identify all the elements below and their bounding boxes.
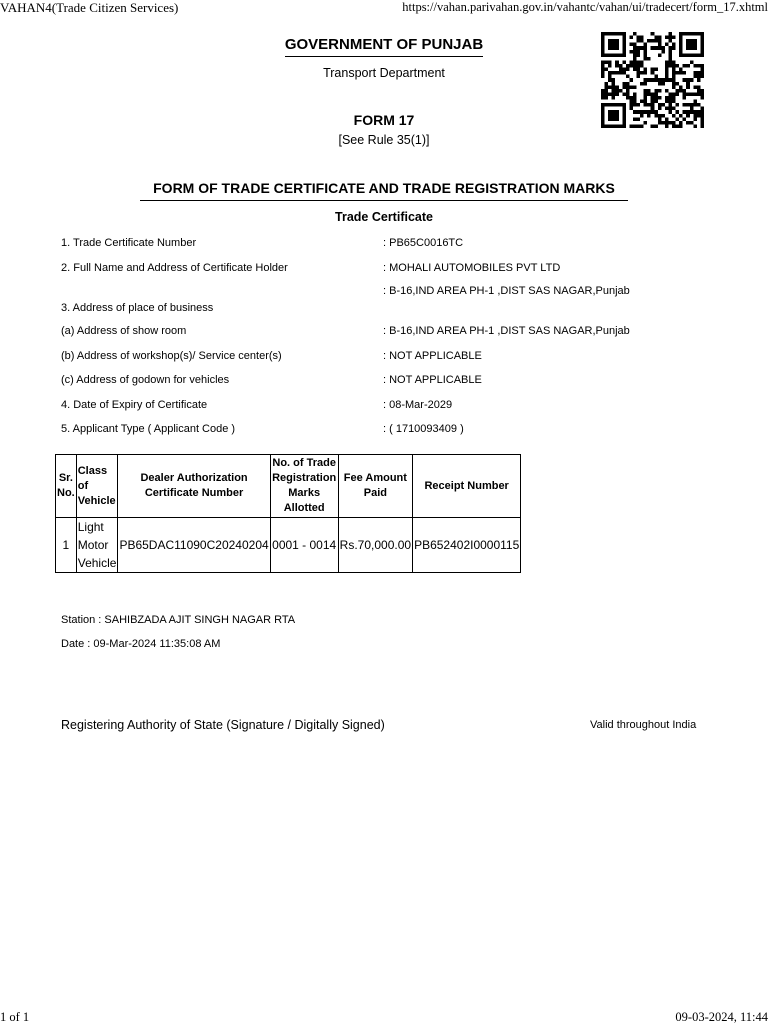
form-subtitle: Trade Certificate bbox=[335, 210, 433, 224]
col-header-marks bbox=[270, 455, 338, 518]
field-value: : B-16,IND AREA PH-1 ,DIST SAS NAGAR,Punjab bbox=[383, 285, 630, 297]
header-text: Allotted bbox=[283, 502, 325, 514]
header-text: No. bbox=[57, 487, 75, 499]
col-header-receipt bbox=[413, 455, 521, 518]
cell-receipt: PB652402I0000115 bbox=[413, 518, 521, 573]
header-text: Certificate Number bbox=[144, 487, 244, 499]
cell-sr: 1 bbox=[56, 518, 77, 573]
field-value: : NOT APPLICABLE bbox=[383, 374, 482, 386]
station: Station : SAHIBZADA AJIT SINGH NAGAR RTA bbox=[61, 614, 296, 626]
department-name: Transport Department bbox=[323, 66, 445, 80]
header-text: of bbox=[77, 479, 89, 492]
government-heading: GOVERNMENT OF PUNJAB bbox=[284, 36, 484, 53]
title-underline bbox=[140, 200, 628, 201]
col-header-class bbox=[76, 455, 118, 518]
trade-marks-table bbox=[55, 454, 521, 573]
header-text: Paid bbox=[363, 487, 387, 499]
table-header-row bbox=[56, 455, 521, 518]
header-text: Class bbox=[77, 464, 108, 477]
col-header-sr bbox=[56, 455, 77, 518]
header-text: Sr. bbox=[58, 472, 73, 484]
header-text: No. of Trade bbox=[272, 457, 336, 469]
rule-reference: [See Rule 35(1)] bbox=[338, 133, 430, 147]
form-number: FORM 17 bbox=[353, 112, 415, 128]
field-label: (b) Address of workshop(s)/ Service center(s) bbox=[61, 350, 282, 362]
field-label: (c) Address of godown for vehicles bbox=[61, 374, 230, 386]
field-value: : B-16,IND AREA PH-1 ,DIST SAS NAGAR,Punjab bbox=[383, 325, 630, 337]
field-value: : ( 1710093409 ) bbox=[383, 423, 464, 435]
registering-authority: Registering Authority of State (Signature / Digitally Signed) bbox=[61, 718, 385, 732]
field-value: : PB65C0016TC bbox=[383, 237, 464, 249]
header-text: Vehicle bbox=[77, 494, 116, 507]
cell-dealer: PB65DAC11090C20240204 bbox=[118, 518, 270, 573]
header-text: Marks bbox=[288, 487, 321, 499]
browser-page-title: VAHAN4(Trade Citizen Services) bbox=[0, 0, 179, 15]
field-value: : 08-Mar-2029 bbox=[383, 399, 453, 411]
header-text: Receipt Number bbox=[424, 479, 509, 492]
header-text: Registration bbox=[272, 472, 337, 484]
cell-fee: Rs.70,000.00 bbox=[338, 518, 412, 573]
cell-text: Vehicle bbox=[77, 556, 117, 570]
print-timestamp: 09-03-2024, 11:44 bbox=[675, 1010, 768, 1024]
field-label: 4. Date of Expiry of Certificate bbox=[61, 399, 208, 411]
field-label: 5. Applicant Type ( Applicant Code ) bbox=[61, 423, 236, 435]
col-header-fee bbox=[338, 455, 412, 518]
cell-marks: 0001 - 0014 bbox=[270, 518, 338, 573]
header-text: Dealer Authorization bbox=[140, 472, 248, 484]
validity-note: Valid throughout India bbox=[590, 719, 697, 731]
government-underline bbox=[285, 56, 483, 57]
col-header-dealer bbox=[118, 455, 270, 518]
browser-url[interactable]: https://vahan.parivahan.gov.in/vahantc/vahan/ui/tradecert/form_17.xhtml bbox=[402, 0, 768, 14]
field-label: 2. Full Name and Address of Certificate Holder bbox=[61, 262, 288, 274]
field-value: : MOHALI AUTOMOBILES PVT LTD bbox=[383, 262, 561, 274]
field-value: : NOT APPLICABLE bbox=[383, 350, 482, 362]
cell-class bbox=[76, 518, 118, 573]
issue-date: Date : 09-Mar-2024 11:35:08 AM bbox=[61, 638, 221, 650]
form-title: FORM OF TRADE CERTIFICATE AND TRADE REGISTRATION MARKS bbox=[153, 180, 615, 196]
cell-text: Light bbox=[77, 520, 104, 534]
cell-text: Motor bbox=[77, 538, 109, 552]
table-row bbox=[56, 518, 521, 573]
field-label: 1. Trade Certificate Number bbox=[61, 237, 197, 249]
header-text: Fee Amount bbox=[343, 472, 407, 484]
field-label: 3. Address of place of business bbox=[61, 302, 214, 314]
page-count: 1 of 1 bbox=[0, 1010, 30, 1024]
field-label: (a) Address of show room bbox=[61, 325, 187, 337]
